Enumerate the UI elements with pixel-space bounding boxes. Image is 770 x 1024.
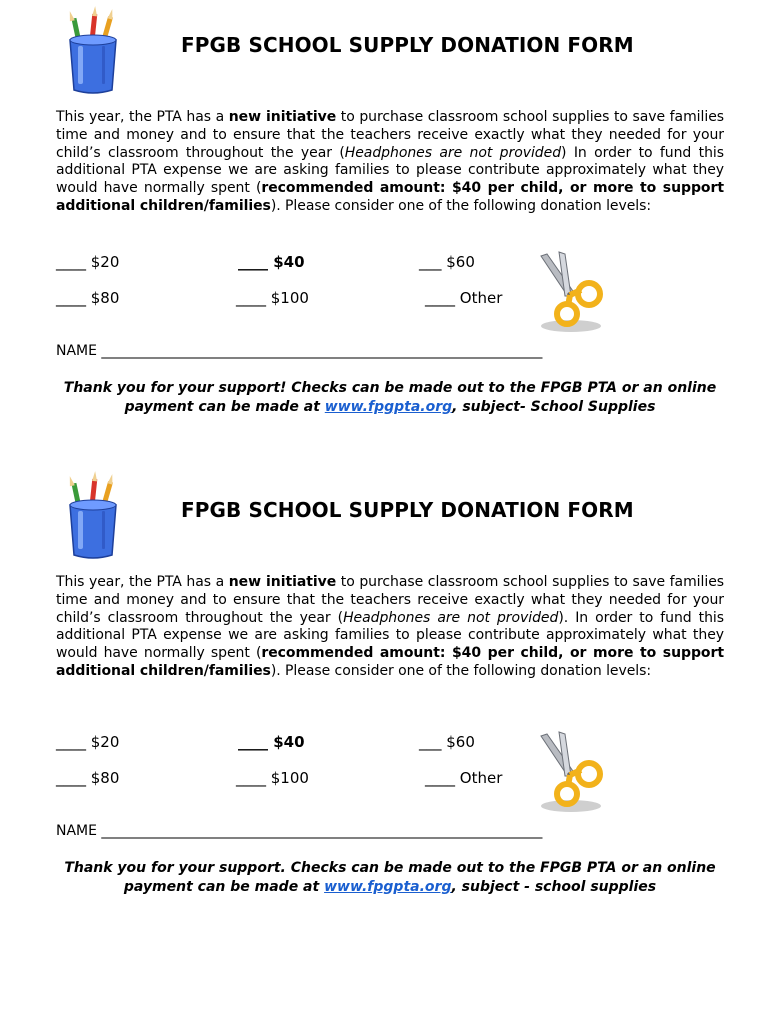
- option-100[interactable]: ____ $100: [236, 289, 309, 307]
- option-80[interactable]: ____ $80: [56, 769, 120, 787]
- option-other[interactable]: ____ Other: [425, 769, 503, 787]
- thank-you-note: Thank you for your support. Checks can be made out to the FPGB PTA or an online payment can be made at www.fpgpta.org, subject - school supplies: [64, 860, 716, 895]
- scissors-icon: [531, 730, 611, 815]
- scissors-icon: [531, 250, 611, 335]
- form-title: FPGB SCHOOL SUPPLY DONATION FORM: [181, 498, 634, 522]
- thank-you-note: Thank you for your support! Checks can be made out to the FPGB PTA or an online payment can be made at www.fpgpta.org, subject- School Supplies: [63, 380, 717, 415]
- option-20[interactable]: ____ $20: [56, 253, 120, 271]
- option-20[interactable]: ____ $20: [56, 733, 120, 751]
- intro-paragraph: This year, the PTA has a new initiative to purchase classroom school supplies to save families time and money and to ensure that the teachers receive exactly what they needed for your child’s classroom throughout the year (Headphones are not provided). In order to fund this additional PTA expense we are asking families to please contribute approximately what they would have normally spent (recommended amount: $40 per child, or more to support additional children/families). Please consider one of the following donation levels:: [56, 574, 724, 679]
- option-100[interactable]: ____ $100: [236, 769, 309, 787]
- form-title: FPGB SCHOOL SUPPLY DONATION FORM: [181, 33, 634, 57]
- pencil-cup-icon: [62, 6, 124, 96]
- option-40[interactable]: ____ $40: [238, 733, 305, 751]
- option-other[interactable]: ____ Other: [425, 289, 503, 307]
- pta-website-link[interactable]: www.fpgpta.org: [324, 879, 452, 895]
- option-80[interactable]: ____ $80: [56, 289, 120, 307]
- pencil-cup-icon: [62, 471, 124, 561]
- option-40[interactable]: ____ $40: [238, 253, 305, 271]
- name-field[interactable]: NAME _______________________________________________________________: [56, 823, 543, 839]
- intro-paragraph: This year, the PTA has a new initiative to purchase classroom school supplies to save families time and money and to ensure that the teachers receive exactly what they needed for your child’s classroom throughout the year (Headphones are not provided) In order to fund this additional PTA expense we are asking families to please contribute approximately what they would have normally spent (recommended amount: $40 per child, or more to support additional children/families). Please consider one of the following donation levels:: [56, 109, 724, 214]
- name-field[interactable]: NAME _______________________________________________________________: [56, 343, 543, 359]
- option-60[interactable]: ___ $60: [419, 253, 475, 271]
- pta-website-link[interactable]: www.fpgpta.org: [324, 399, 453, 415]
- option-60[interactable]: ___ $60: [419, 733, 475, 751]
